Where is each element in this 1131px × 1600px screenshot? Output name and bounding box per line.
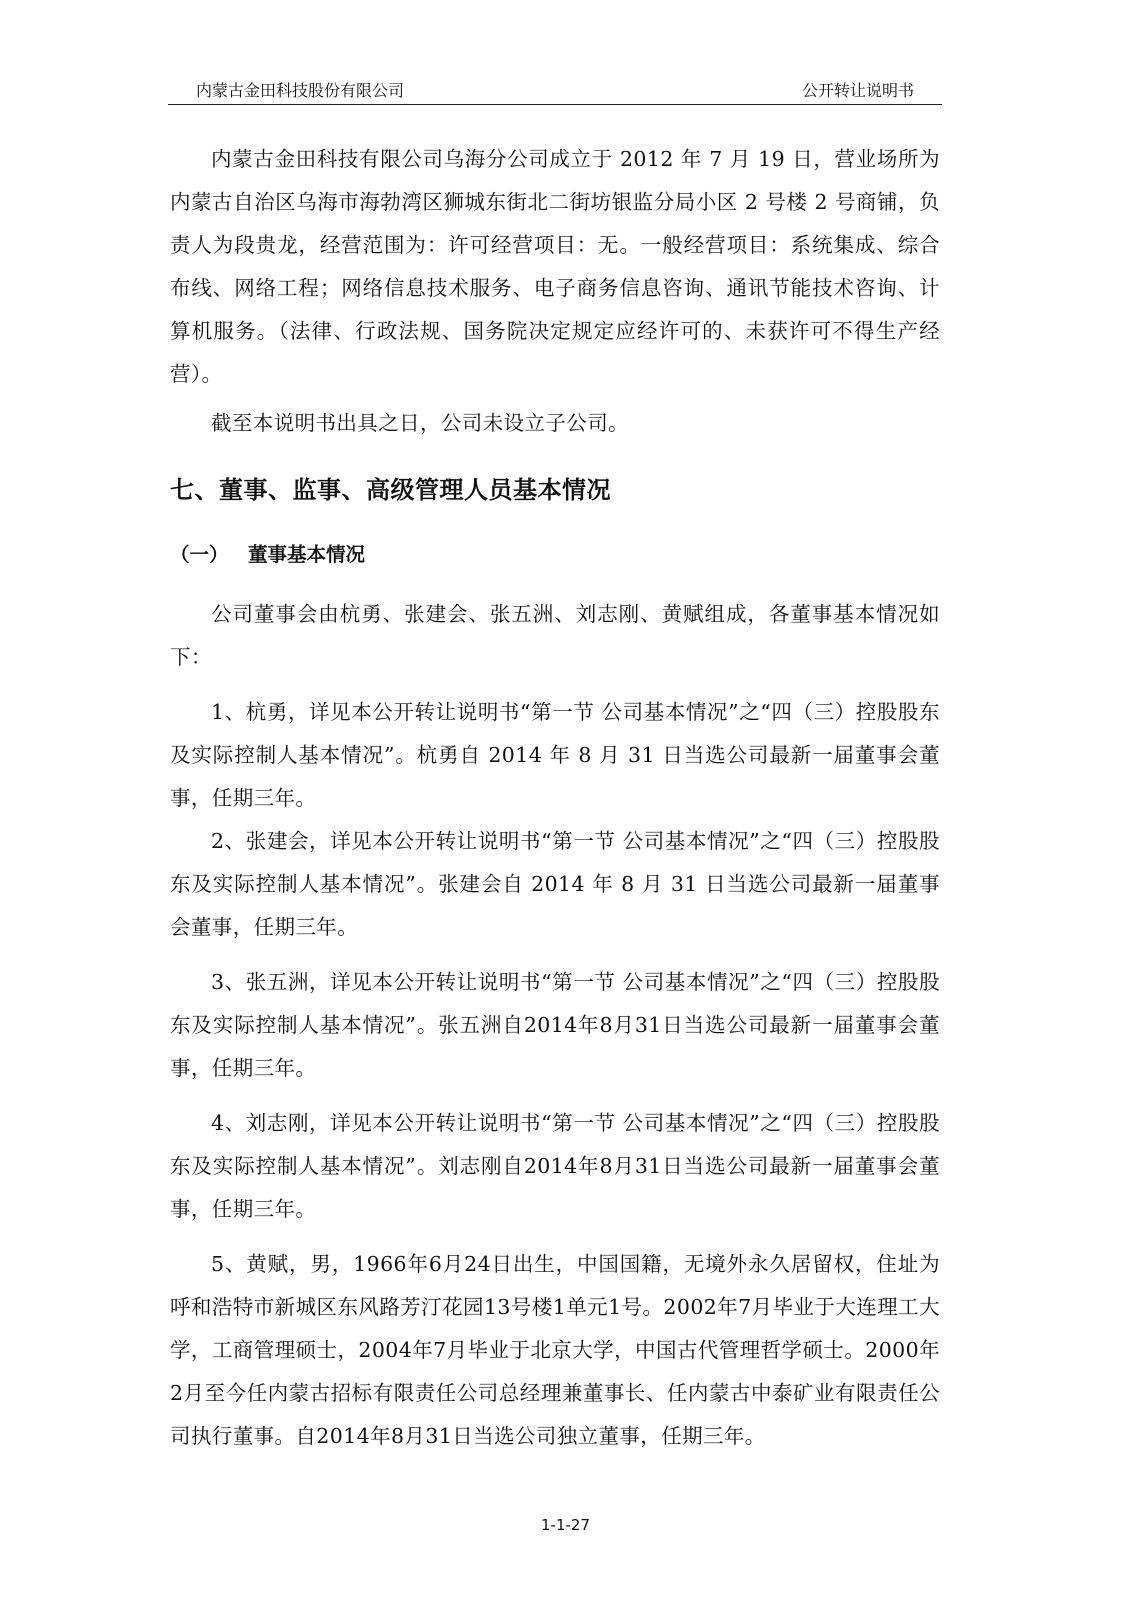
page-header <box>168 74 942 105</box>
paragraph-director-4: 4、刘志刚，详见本公开转让说明书“第一节 公司基本情况”之“四（三）控股股东及实际控制人基本情况”。刘志刚自2014年8月31日当选公司最新一届董事会董事，任期三年。 <box>170 1111 940 1221</box>
paragraph-director-1: 1、杭勇，详见本公开转让说明书“第一节 公司基本情况”之“四（三）控股股东及实际控制人基本情况”。杭勇自 2014 年 8 月 31 日当选公司最新一届董事会董事，任期三年。 <box>170 700 940 810</box>
paragraph-director-2: 2、张建会，详见本公开转让说明书“第一节 公司基本情况”之“四（三）控股股东及实际控制人基本情况”。张建会自 2014 年 8 月 31 日当选公司最新一届董事会董事，任期三年。 <box>170 829 940 939</box>
paragraph-no-subsidiary: 截至本说明书出具之日，公司未设立子公司。 <box>211 411 629 435</box>
paragraph-director-3: 3、张五洲，详见本公开转让说明书“第一节 公司基本情况”之“四（三）控股股东及实际控制人基本情况”。张五洲自2014年8月31日当选公司最新一届董事会董事，任期三年。 <box>170 970 940 1080</box>
header-company-name: 内蒙古金田科技股份有限公司 <box>196 81 405 100</box>
paragraph-branch-office: 内蒙古金田科技有限公司乌海分公司成立于 2012 年 7 月 19 日，营业场所为内蒙古自治区乌海市海勃湾区狮城东街北二街坊银监分局小区 2 号楼 2 号商铺，负责人为段贵龙，经营范围为：许可经营项目：无。一般经营项目：系统集成、综合布线、网络工程；网络信息技术服务、电子商务信息咨询、通讯节能技术咨询、计算机服务。（法律、行政法规、国务院决定规定应经许可的、未获许可不得生产经营）。 <box>170 147 940 386</box>
paragraph-board-intro: 公司董事会由杭勇、张建会、张五洲、刘志刚、黄赋组成，各董事基本情况如下： <box>170 602 940 669</box>
page-body <box>170 138 940 1458</box>
subsection-heading <box>170 535 940 575</box>
section-heading: 七、董事、监事、高级管理人员基本情况 <box>170 476 611 504</box>
header-document-type: 公开转让说明书 <box>801 81 914 100</box>
subsection-title: 董事基本情况 <box>248 543 366 566</box>
paragraph-director-5: 5、黄赋，男，1966年6月24日出生，中国国籍，无境外永久居留权，住址为呼和浩特市新城区东风路芳汀花园13号楼1单元1号。2002年7月毕业于大连理工大学，工商管理硕士，2004年7月毕业于北京大学，中国古代管理哲学硕士。2000年2月至今任内蒙古招标有限责任公司总经理兼董事长、任内蒙古中泰矿业有限责任公司执行董事。自2014年8月31日当选公司独立董事，任期三年。 <box>170 1252 940 1448</box>
page-number: 1-1-27 <box>541 1516 590 1534</box>
subsection-number: （一） <box>170 543 229 566</box>
